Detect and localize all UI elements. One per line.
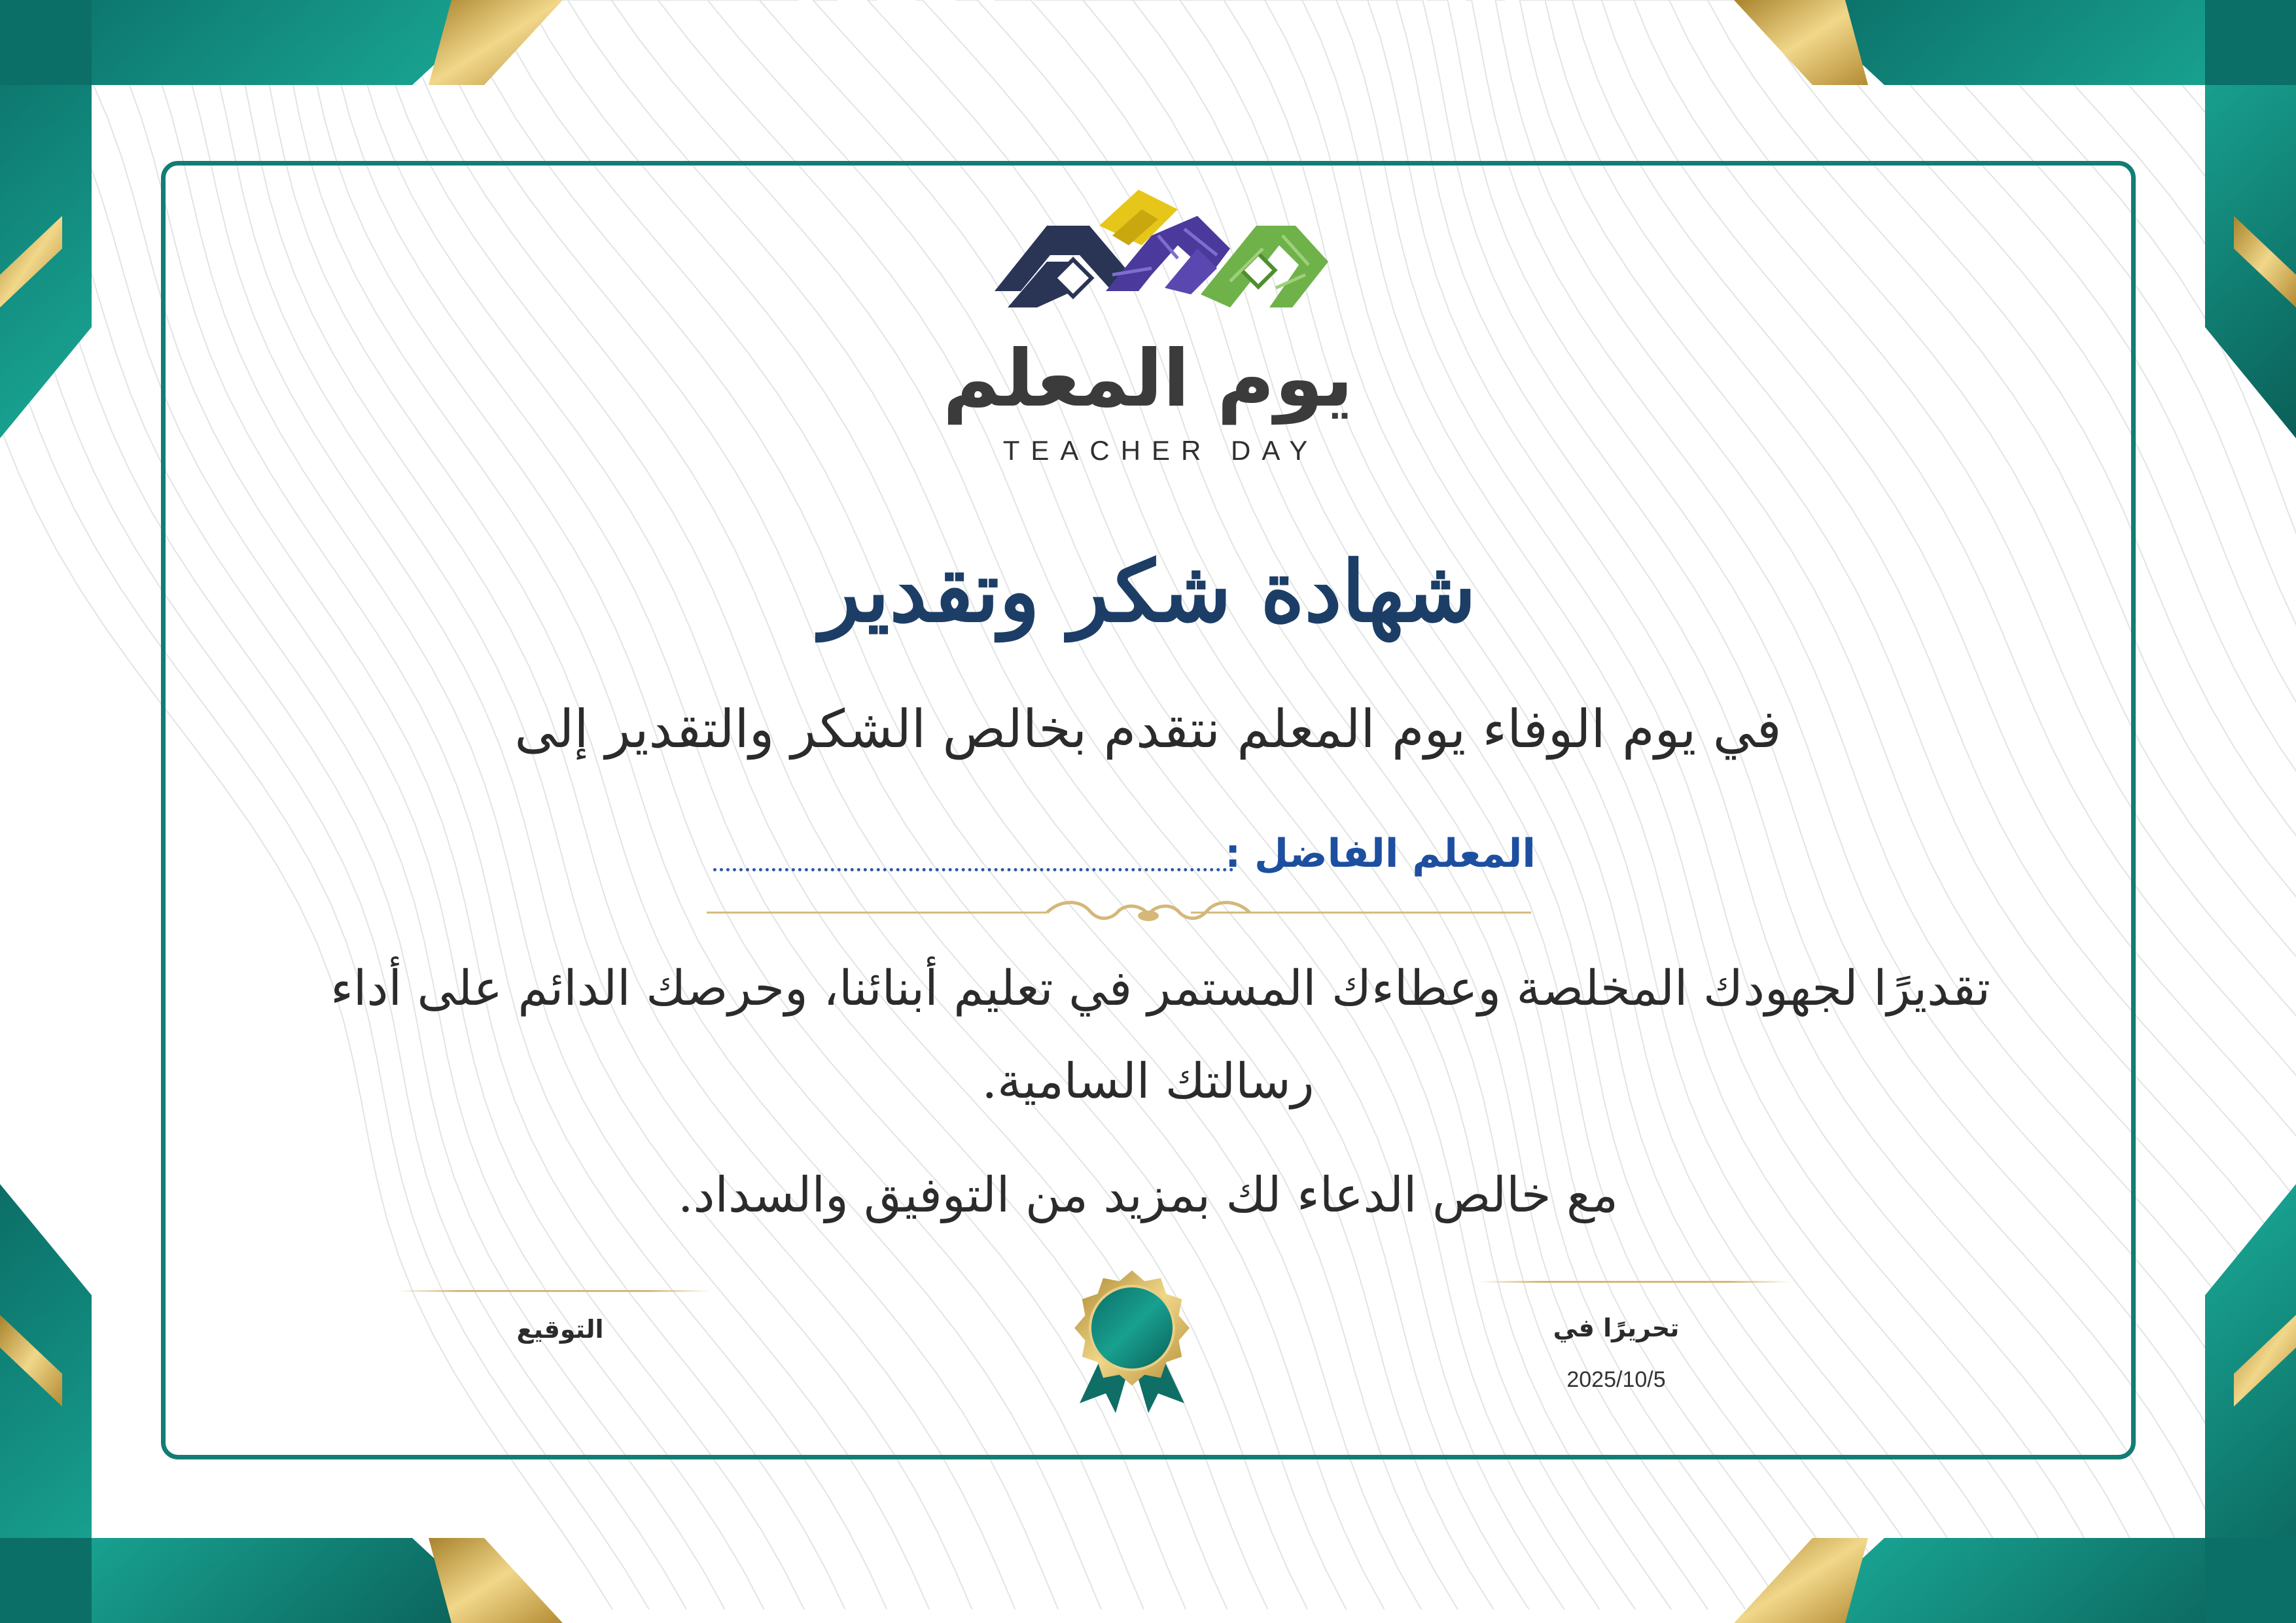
signature-label: التوقيع	[516, 1315, 604, 1344]
intro-text: في يوم الوفاء يوم المعلم نتقدم بخالص الشكر والتقدير إلى	[514, 699, 1782, 759]
date-label: تحريرًا في	[1553, 1314, 1680, 1342]
closing-text: مع خالص الدعاء لك بمزيد من التوفيق والسداد.	[678, 1167, 1618, 1223]
date-value: 2025/10/5	[1566, 1367, 1666, 1392]
recipient-label: المعلم الفاضل :	[1225, 831, 1536, 877]
logo-arabic-text: يوم المعلم	[942, 334, 1354, 425]
certificate-title: شهادة شكر وتقدير	[820, 543, 1476, 641]
body-text-line-2: رسالتك السامية.	[981, 1053, 1315, 1109]
body-text-line-1: تقديرًا لجهودك المخلصة وعطاءك المستمر في تعليم أبنائنا، وحرصك الدائم على أداء	[330, 960, 1990, 1017]
logo-english-text: TEACHER DAY	[1002, 435, 1319, 466]
